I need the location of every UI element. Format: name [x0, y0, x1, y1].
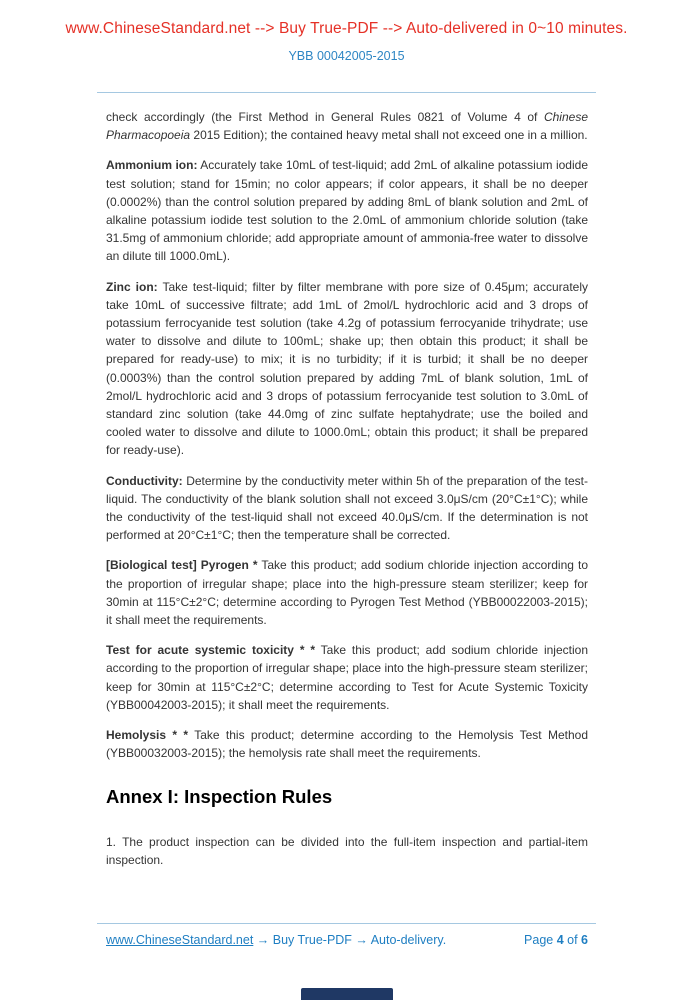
- text-segment: Take this product; add sodium chloride injection according to the proportion of irregular shape; place into the high-pressure steam sterilizer; keep for 30min at 115°C±2°C; determine according to Test for Acute Systemic Toxicity (YBB00042003-2015); it shall meet the requirements.: [106, 643, 588, 712]
- paragraph-ammonium-ion: [106, 156, 588, 265]
- paragraph-acute-toxicity: [106, 641, 588, 714]
- paragraph-conductivity: [106, 472, 588, 545]
- paragraph-zinc-ion: [106, 278, 588, 460]
- header-divider: [97, 92, 596, 93]
- footer-tagline: → Buy True-PDF → Auto-delivery.: [253, 933, 447, 947]
- footer-left: [106, 933, 446, 947]
- text-segment: Chinese Pharmacopoeia: [106, 110, 588, 143]
- text-segment: Determine by the conductivity meter within 5h of the preparation of the test-liquid. The conductivity of the blank solution shall not exceed 3.0μS/cm (20°C±1°C); while the conductivity of the test-liquid shall not exceed 40.0μS/cm. If the determination is not performed at 20°C±1°C; then the temperature shall be corrected.: [106, 473, 588, 543]
- text-segment: Take test-liquid; filter by filter membrane with pore size of 0.45μm; accurately take 10mL of successive filtrate; add 1mL of 2mol/L hydrochloric acid and 3 drops of potassium ferrocyanide test solution (take 4.2g of potassium ferrocyanide trihydrate; use water to dissolve and dilute to 100mL; shake up; then obtain this product; it shall be prepared for ready-use) to mix; it is no turbidity; if it is turbid; it shall be no deeper (0.0003%) than the control solution prepared by adding 7mL of blank solution, 1mL of 2mol/L hydrochloric acid and 3 drops of potassium ferrocyanide test solution to 3.0mL of standard zinc solution (take 44.0mg of zinc sulfate heptahydrate; use the boiled and cooled water to dissolve and dilute to 1000.0mL; obtain this product; it shall be prepared for ready-use).: [106, 279, 588, 458]
- text-segment: Ammonium ion:: [106, 158, 198, 173]
- page-total: 6: [581, 933, 588, 947]
- text-segment: Take this product; determine according to the Hemolysis Test Method (YBB00032003-2015); the hemolysis rate shall meet the requirements.: [106, 728, 588, 761]
- promo-banner: www.ChineseStandard.net --> Buy True-PDF --> Auto-delivered in 0~10 minutes.: [65, 20, 628, 37]
- text-segment: Hemolysis * *: [106, 728, 189, 743]
- paragraph-heavy-metal: [106, 108, 588, 144]
- paragraph-pyrogen: [106, 556, 588, 629]
- text-segment: Conductivity:: [106, 473, 183, 488]
- text-segment: Accurately take 10mL of test-liquid; add 2mL of alkaline potassium iodide test solution; stand for 15min; no color appears; if color appears, it shall be no deeper (0.0002%) than the control solution prepared by adding 8mL of blank solution and 2mL of alkaline potassium iodide test solution to the 2.0mL of ammonium chloride solution (take 31.5mg of ammonium chloride; add appropriate amount of ammonia-free water to dissolve an dilute till 1000.0mL).: [106, 158, 588, 264]
- heading-annex-1: [106, 785, 588, 809]
- text-segment: Test for acute systemic toxicity * *: [106, 643, 316, 658]
- paragraph-hemolysis: [106, 726, 588, 762]
- of-label: of: [563, 933, 582, 947]
- page-current: 4: [556, 933, 564, 947]
- page-footer: [97, 923, 596, 947]
- text-segment: 1. The product inspection can be divided into the full-item inspection and partial-item inspection.: [106, 834, 588, 867]
- document-body: [106, 108, 588, 881]
- doc-number: YBB 00042005-2015: [288, 49, 405, 63]
- text-segment: Annex I: Inspection Rules: [106, 785, 333, 807]
- text-segment: Zinc ion:: [106, 279, 158, 294]
- text-segment: 2015 Edition); the contained heavy metal shall not exceed one in a million.: [190, 128, 588, 143]
- page-label: Page: [524, 933, 557, 947]
- paragraph-inspection-rule-1: [106, 833, 588, 869]
- next-page-preview: [301, 988, 393, 1000]
- footer-site-link[interactable]: www.ChineseStandard.net: [106, 933, 254, 947]
- text-segment: [Biological test] Pyrogen *: [106, 558, 258, 573]
- text-segment: check accordingly (the First Method in General Rules 0821 of Volume 4 of: [106, 110, 544, 124]
- page-indicator: [524, 933, 588, 947]
- text-segment: Take this product; add sodium chloride injection according to the proportion of irregular shape; place into the high-pressure steam sterilizer; keep for 30min at 115°C±2°C; determine according to Pyrogen Test Method (YBB00022003-2015); it shall meet the requirements.: [106, 558, 588, 628]
